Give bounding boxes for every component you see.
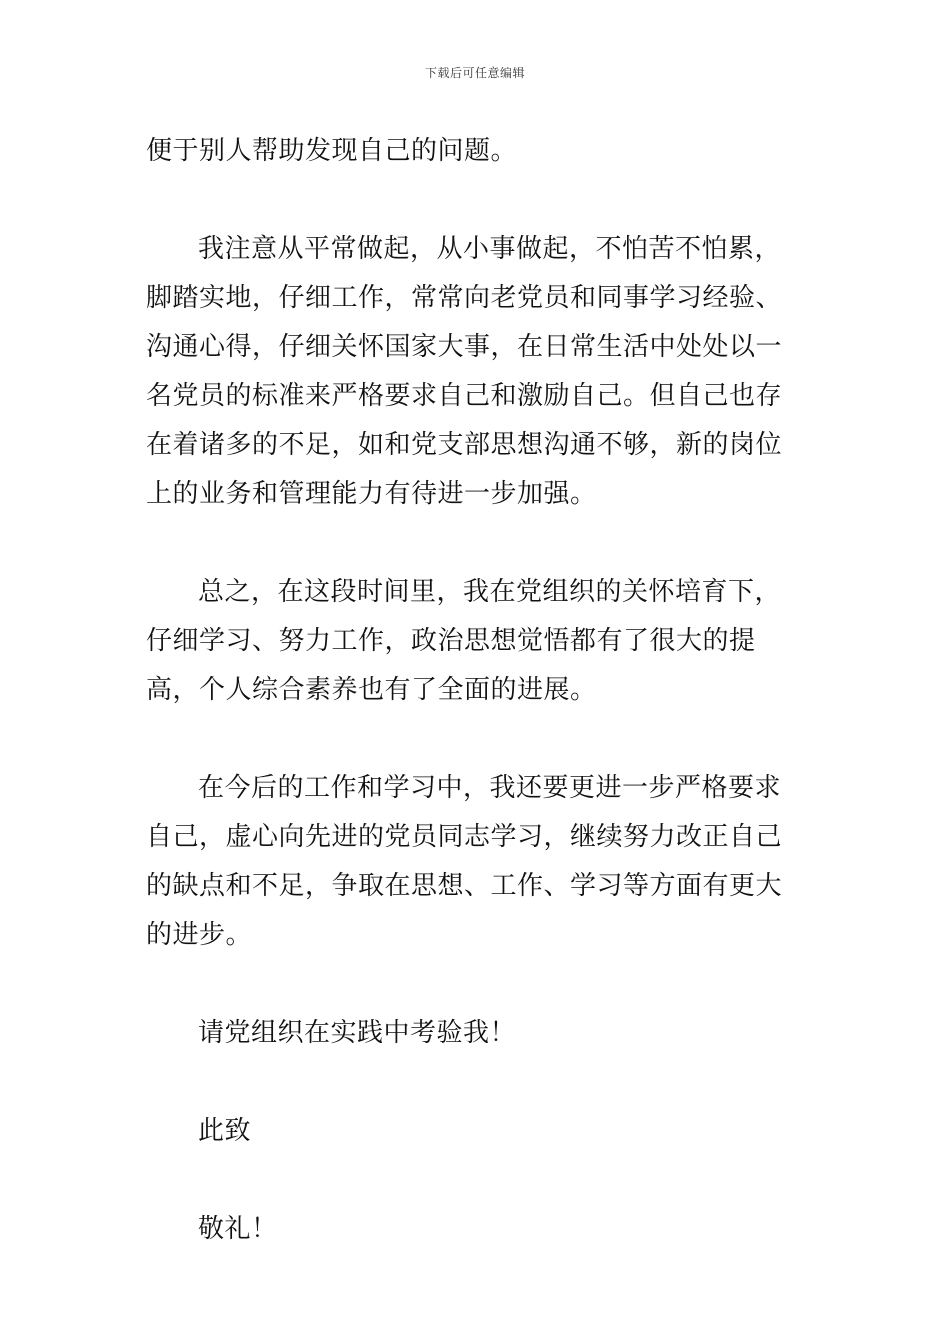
- document-body: [146, 127, 806, 1254]
- paragraph-summary: 总之，在这段时间里，我在党组织的关怀培育下，仔细学习、努力工作，政治思想觉悟都有了很大的提高，个人综合素养也有了全面的进展。: [146, 577, 782, 705]
- closing-regards: 敬礼！: [198, 1214, 278, 1244]
- paragraph-self-review: 我注意从平常做起，从小事做起，不怕苦不怕累，脚踏实地，仔细工作，常常向老党员和同事学习经验、沟通心得，仔细关怀国家大事，在日常生活中处处以一名党员的标准来严格要求自己和激励自己。但自己也存在着诸多的不足，如和党支部思想沟通不够，新的岗位上的业务和管理能力有待进一步加强。: [146, 234, 783, 509]
- page-header-note: 下载后可任意编辑: [424, 66, 525, 80]
- paragraph-future-plan: 在今后的工作和学习中，我还要更进一步严格要求自己，虚心向先进的党员同志学习，继续努力改正自己的缺点和不足，争取在思想、工作、学习等方面有更大的进步。: [146, 773, 783, 950]
- paragraph-gap: [146, 715, 806, 764]
- paragraph-gap: [146, 1156, 806, 1205]
- paragraph-gap: [146, 176, 806, 225]
- paragraph-gap: [146, 960, 806, 1009]
- paragraph-gap: [146, 1058, 806, 1107]
- paragraph-request: 请党组织在实践中考验我！: [198, 1018, 517, 1048]
- paragraph-continuation: 便于别人帮助发现自己的问题。: [146, 136, 518, 166]
- closing-salutation: 此致: [198, 1116, 252, 1146]
- paragraph-gap: [146, 519, 806, 568]
